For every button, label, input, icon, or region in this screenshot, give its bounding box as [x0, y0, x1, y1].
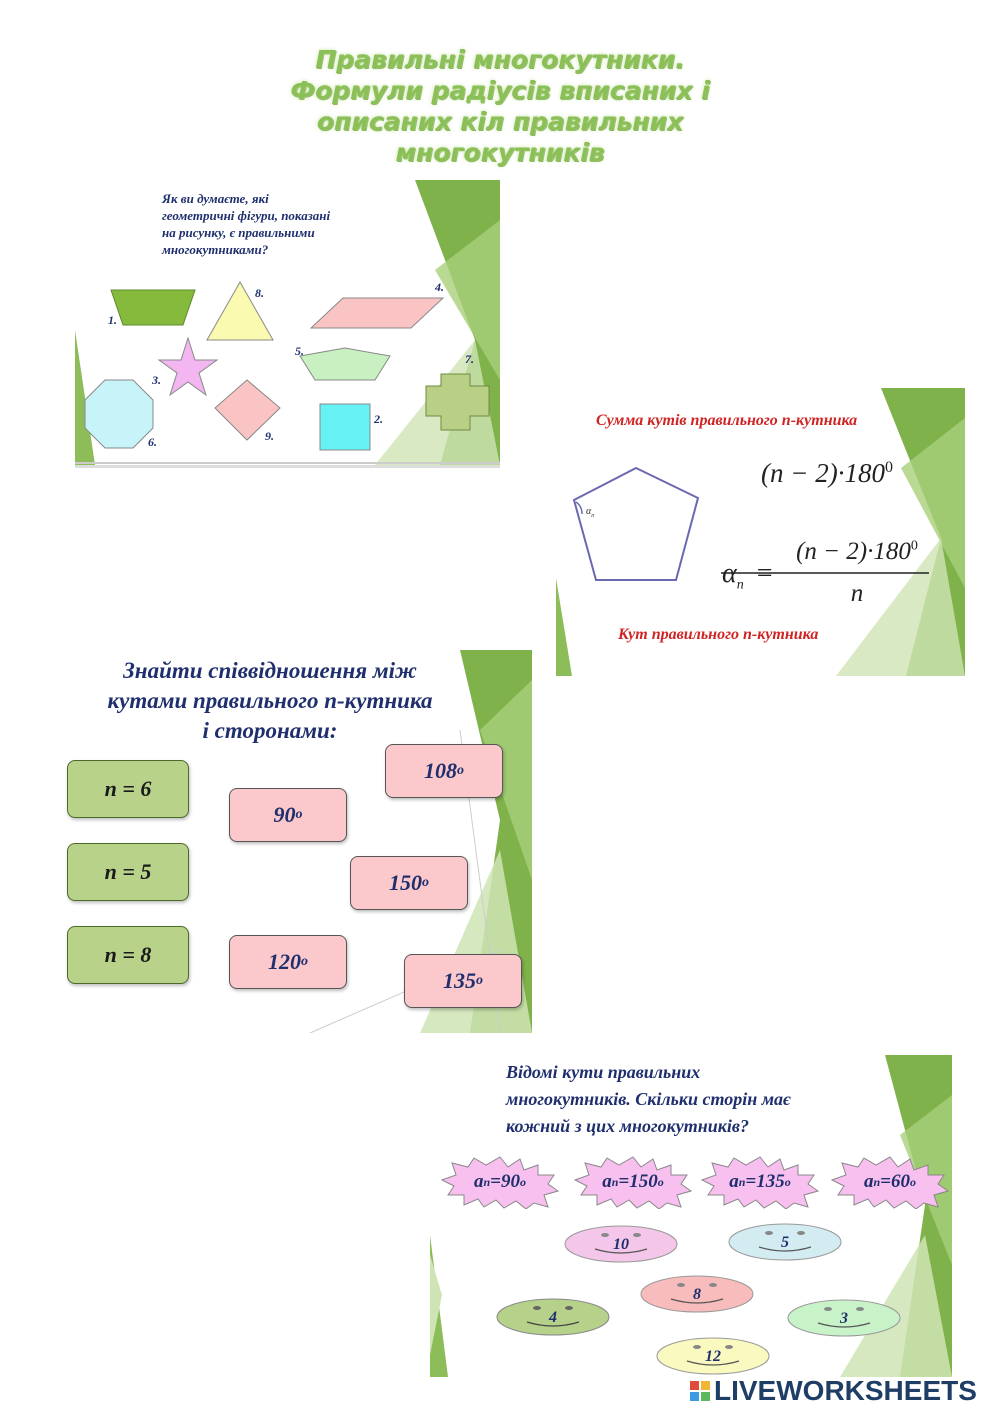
shape-label-1: 1.: [108, 313, 117, 327]
fraction-denominator: n: [850, 580, 864, 607]
degree-sign: o: [295, 807, 303, 822]
star-exp: o: [657, 1174, 664, 1189]
pentagon-diagram: [574, 468, 698, 580]
heading-line: Знайти співвідношення між: [123, 658, 417, 683]
angle-star-60[interactable]: [830, 1155, 950, 1209]
page-title: [150, 44, 850, 168]
rhombus-pink-shape: [311, 298, 443, 328]
sum-formula-text: (n − 2)·180: [761, 458, 885, 488]
angle-star-135[interactable]: [700, 1155, 820, 1209]
angle-label: [586, 506, 594, 519]
angle-box-90[interactable]: [229, 788, 347, 842]
angle-footer: Кут правильного n-кутника: [618, 626, 819, 643]
shape-label-4: 4.: [435, 280, 444, 294]
alpha-symbol: α: [722, 558, 737, 589]
slide-known-angles: [430, 1055, 952, 1377]
degree-sign: o: [422, 875, 429, 890]
title-line: Формули радіусів вписаних і: [290, 76, 710, 105]
star-label: [700, 1155, 820, 1209]
shape-label-7: 7.: [465, 352, 474, 366]
star-val: =60: [880, 1171, 910, 1192]
star-a: a: [473, 1171, 484, 1192]
answer-face-5[interactable]: [727, 1222, 843, 1262]
fraction-numerator: [782, 538, 932, 566]
slide-regular-polygons-question: [75, 180, 500, 468]
title-line: многокутників: [395, 138, 605, 167]
angle-star-90[interactable]: [440, 1155, 560, 1209]
sum-formula: [761, 458, 893, 489]
alpha-n: [722, 558, 773, 594]
face-value: 3: [840, 1310, 848, 1327]
shape-label-2: 2.: [374, 412, 383, 426]
star-sub: n: [738, 1174, 746, 1189]
trapezoid-shape: [111, 290, 195, 325]
angle-sum-heading: Сумма кутів правильного n-кутника: [596, 412, 858, 429]
degree-sign: o: [476, 973, 483, 988]
angle-value: 90: [273, 802, 296, 827]
alpha-sub: n: [736, 577, 744, 593]
shape-label-6: 6.: [148, 435, 157, 449]
angle-label-sub: n: [591, 513, 595, 519]
angle-star-150[interactable]: [573, 1155, 693, 1209]
question-line: кожний з цих многокутників?: [506, 1116, 749, 1136]
n-box-6[interactable]: n = 6: [67, 760, 189, 818]
face-value: 10: [613, 1236, 629, 1253]
star-a: a: [863, 1171, 874, 1192]
title-line: описаних кіл правильних: [316, 107, 684, 136]
answer-face-3[interactable]: [786, 1298, 902, 1338]
question-line: многокутниками?: [162, 242, 269, 257]
answer-face-4[interactable]: [495, 1297, 611, 1337]
face-value: 4: [549, 1309, 557, 1326]
star-sub: n: [611, 1174, 619, 1189]
liveworksheets-logo-icon: [690, 1379, 712, 1403]
star-sub: n: [483, 1174, 491, 1189]
star-sub: n: [873, 1174, 881, 1189]
angle-value: 108: [424, 758, 457, 783]
star-a: a: [729, 1171, 739, 1192]
sum-formula-exp: 0: [884, 459, 893, 476]
star-shape: [159, 338, 217, 395]
title-line: Правильні многокутники.: [315, 45, 685, 74]
square-shape: [320, 404, 370, 450]
angle-box-150[interactable]: [350, 856, 468, 910]
degree-sign: o: [301, 954, 308, 969]
slide4-question: [506, 1059, 926, 1140]
numerator-exp: 0: [910, 538, 918, 554]
star-val: =90: [490, 1171, 520, 1192]
face-value: 8: [693, 1286, 701, 1303]
angle-label-alpha: α: [586, 506, 592, 517]
shape-label-3: 3.: [152, 373, 161, 387]
equals-sign: =: [756, 558, 773, 589]
face-value: 5: [781, 1234, 789, 1251]
question-line: на рисунку, є правильними: [162, 225, 315, 240]
shape-label-5: 5.: [295, 344, 304, 358]
logo-text: LIVEWORKSHEETS: [714, 1375, 977, 1406]
star-val: =150: [618, 1171, 658, 1192]
angle-value: 120: [268, 949, 301, 974]
angle-box-120[interactable]: [229, 935, 347, 989]
degree-sign: o: [457, 763, 464, 778]
answer-face-10[interactable]: [563, 1224, 679, 1264]
star-exp: o: [784, 1174, 791, 1189]
shape-label-8: 8.: [255, 286, 264, 300]
angle-box-135[interactable]: [404, 954, 522, 1008]
question-line: Відомі кути правильних: [506, 1062, 701, 1082]
star-exp: o: [520, 1174, 526, 1189]
slide1-question: [162, 190, 422, 258]
star-label: [573, 1155, 693, 1209]
star-label: [830, 1155, 950, 1209]
n-box-8[interactable]: n = 8: [67, 926, 189, 984]
answer-face-8[interactable]: [639, 1274, 755, 1314]
star-label: [440, 1155, 560, 1209]
liveworksheets-logo: [690, 1374, 977, 1408]
question-line: Як ви думаєте, які: [162, 191, 269, 206]
question-line: многокутників. Скільки сторін має: [506, 1089, 791, 1109]
angle-value: 135: [443, 968, 476, 993]
angle-box-108[interactable]: [385, 744, 503, 798]
slide-angles-sides-matching: [60, 650, 532, 1033]
slide3-heading: [60, 656, 480, 746]
shape-label-9: 9.: [265, 429, 274, 443]
octagon-shape: [85, 380, 153, 448]
numerator-text: (n − 2)·180: [796, 538, 911, 565]
star-val: =135: [745, 1171, 785, 1192]
angle-value: 150: [389, 870, 422, 895]
star-a: a: [602, 1171, 612, 1192]
question-line: геометричні фігури, показані: [162, 208, 331, 223]
answer-face-12[interactable]: [655, 1336, 771, 1376]
heading-line: кутами правильного n-кутника: [107, 688, 433, 713]
star-exp: o: [910, 1174, 916, 1189]
slide-angle-sum: [556, 388, 965, 676]
n-box-5[interactable]: n = 5: [67, 843, 189, 901]
heading-line: і сторонами:: [202, 718, 338, 743]
pentagon-shape: [300, 348, 390, 380]
face-value: 12: [705, 1348, 721, 1365]
